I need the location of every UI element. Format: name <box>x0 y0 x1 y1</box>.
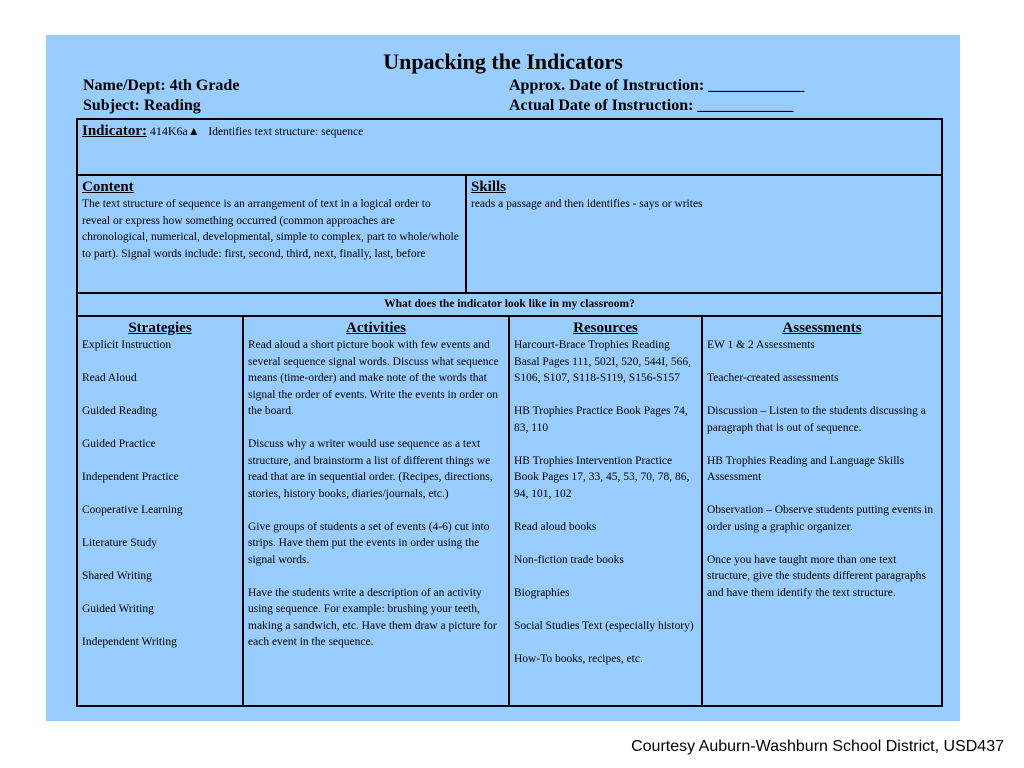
activities-item: Have the students write a description of an activity using sequence. For example: brushing your teeth, making a sandwich, etc. Have them draw a picture for each event in the sequence. <box>248 586 497 648</box>
assessments-heading: Assessments <box>782 320 862 336</box>
skills-text: reads a passage and then identifies - says or writes <box>471 198 703 210</box>
content-cell <box>77 175 466 293</box>
document-page <box>46 35 960 721</box>
assessments-cell <box>702 316 942 706</box>
content-text: The text structure of sequence is an arrangement of text in a logical order to reveal or express how something occurred (common approaches are chronological, numerical, developmental, simple to complex, part to whole/whole to part). Signal words include: first, second, third, next, finally, last, before <box>82 198 459 260</box>
assessments-item: Teacher-created assessments <box>707 372 839 384</box>
resources-cell <box>509 316 702 706</box>
actual-date: Actual Date of Instruction: ____________ <box>509 97 794 114</box>
strategies-cell <box>77 316 243 706</box>
resources-heading: Resources <box>573 320 638 336</box>
resources-list <box>514 337 697 667</box>
activities-cell <box>243 316 509 706</box>
skills-label: Skills <box>471 179 507 195</box>
indicator-cell <box>77 119 942 175</box>
strategies-item: Explicit Instruction <box>82 339 172 351</box>
name-dept: Name/Dept: 4th Grade <box>83 77 240 94</box>
skills-cell <box>466 175 942 293</box>
assessments-list <box>707 337 937 601</box>
resources-item: HB Trophies Intervention Practice Book Pages 17, 33, 45, 53, 70, 78, 86, 94, 101, 102 <box>514 454 690 500</box>
courtesy-caption: Courtesy Auburn-Washburn School District, USD437 <box>631 738 1004 755</box>
resources-item: How-To books, recipes, etc. <box>514 652 643 665</box>
strategies-item: Cooperative Learning <box>82 504 183 516</box>
strategies-item: Independent Practice <box>82 471 179 483</box>
strategies-item: Literature Study <box>82 537 158 549</box>
strategies-list <box>82 337 238 651</box>
resources-item: Non-fiction trade books <box>514 553 624 566</box>
strategies-item: Guided Writing <box>82 603 154 615</box>
page-title: Unpacking the Indicators <box>383 49 623 74</box>
assessments-item: Discussion – Listen to the students discussing a paragraph that is out of sequence. <box>707 405 926 434</box>
indicator-code: 414K6a▲ <box>149 124 200 138</box>
approx-date: Approx. Date of Instruction: ____________ <box>509 77 805 94</box>
activities-item: Read aloud a short picture book with few events and several sequence signal words. Discuss what sequence means (time-order) and make note of the words that signal the order of events. Write the events in order on the board. <box>248 339 499 417</box>
assessments-item: Observation – Observe students putting events in order using a graphic organizer. <box>707 504 934 533</box>
resources-item: Biographies <box>514 586 570 599</box>
strategies-item: Shared Writing <box>82 570 152 582</box>
strategies-item: Read Aloud <box>82 372 137 384</box>
activities-item: Give groups of students a set of events (4-6) cut into strips. Have them put the events in order using the signal words. <box>248 520 490 566</box>
resources-item: Social Studies Text (especially history) <box>514 619 694 632</box>
assessments-item: HB Trophies Reading and Language Skills Assessment <box>707 454 905 483</box>
activities-item: Discuss why a writer would use sequence as a text structure, and brainstorm a list of different things we read that are in sequential order. (Recipes, directions, stories, history books, diaries/journals, etc.) <box>248 438 493 500</box>
resources-item: Read aloud books <box>514 520 597 533</box>
classroom-question: What does the indicator look like in my classroom? <box>77 293 942 316</box>
indicator-text: Identifies text structure: sequence <box>208 126 364 138</box>
indicator-label: Indicator: <box>82 123 147 139</box>
assessments-item: EW 1 & 2 Assessments <box>707 339 815 351</box>
strategies-heading: Strategies <box>128 320 192 336</box>
indicator-table <box>76 118 943 707</box>
subject: Subject: Reading <box>83 97 201 114</box>
resources-item: Harcourt-Brace Trophies Reading Basal Pages 111, 502I, 520, 544I, 566, S106, S107, S118-S119, S156-S157 <box>514 339 692 384</box>
strategies-item: Independent Writing <box>82 636 177 648</box>
activities-list <box>248 337 504 651</box>
resources-item: HB Trophies Practice Book Pages 74, 83, 110 <box>514 405 688 434</box>
activities-heading: Activities <box>346 320 406 336</box>
content-label: Content <box>82 179 134 195</box>
assessments-item: Once you have taught more than one text structure, give the students different paragraphs and have them identify the text structure. <box>707 553 926 599</box>
strategies-item: Guided Practice <box>82 438 156 450</box>
strategies-item: Guided Reading <box>82 405 158 417</box>
